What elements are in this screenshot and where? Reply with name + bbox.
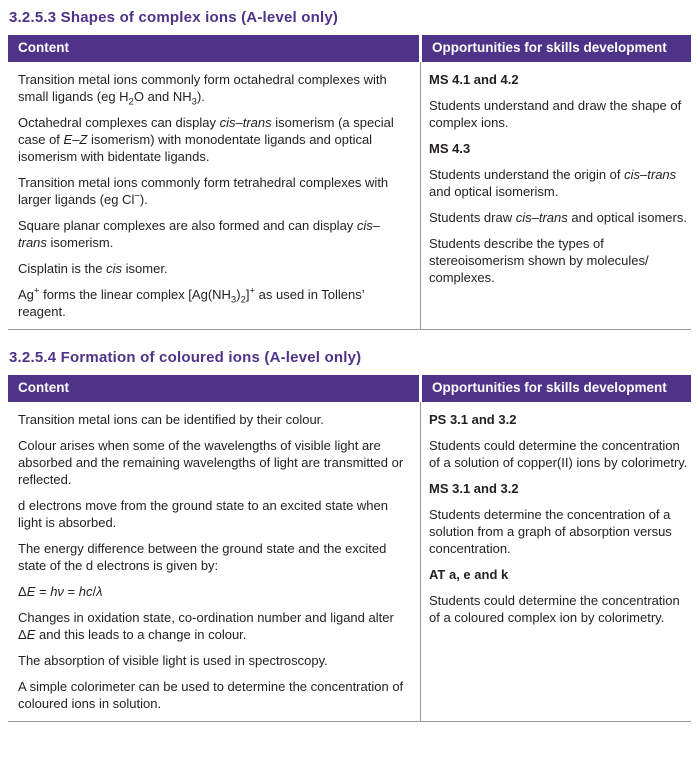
- column-header-content: Content: [8, 35, 419, 62]
- section-formation-of-coloured-ions: [8, 349, 691, 722]
- section-title: 3.2.5.4 Formation of coloured ions (A-level only): [9, 349, 362, 366]
- table-header-row: [8, 375, 691, 402]
- paragraph: Colour arises when some of the wavelengths of visible light are absorbed and the remaining wavelengths of light are transmitted or reflected.: [18, 438, 404, 487]
- column-header-content: Content: [8, 375, 419, 402]
- section-shapes-of-complex-ions: [8, 9, 691, 330]
- paragraph: Octahedral complexes can display cis–trans isomerism (a special case of E–Z isomerism) with monodentate ligands and optical isomerism with bidentate ligands.: [18, 115, 394, 164]
- paragraph: The absorption of visible light is used in spectroscopy.: [18, 653, 328, 668]
- paragraph: d electrons move from the ground state to an excited state when light is absorbed.: [18, 498, 388, 530]
- paragraph: Transition metal ions commonly form octahedral complexes with small ligands (eg $H_2O$ and $NH_3$).: [18, 72, 387, 108]
- paragraph: Changes in oxidation state, co-ordination number and ligand alter ΔE and this leads to a change in colour.: [18, 610, 394, 642]
- paragraph: A simple colorimeter can be used to determine the concentration of coloured ions in solution.: [18, 679, 404, 711]
- paragraph: Transition metal ions commonly form tetrahedral complexes with larger ligands (eg Cl−).: [18, 175, 389, 207]
- paragraph: PS 3.1 and 3.2: [429, 412, 517, 427]
- column-header-skills: Opportunities for skills development: [422, 375, 691, 402]
- section-title: 3.2.5.3 Shapes of complex ions (A-level only): [9, 9, 339, 26]
- paragraph: MS 4.3: [429, 141, 471, 156]
- skills-cell: [421, 402, 691, 721]
- skills-cell: [421, 62, 691, 329]
- content-cell: [8, 62, 421, 329]
- paragraph: Cisplatin is the cis isomer.: [18, 261, 168, 276]
- spec-table: [8, 35, 691, 330]
- paragraph: MS 4.1 and 4.2: [429, 72, 519, 87]
- paragraph: Transition metal ions can be identified by their colour.: [18, 412, 324, 427]
- paragraph: Students describe the types of stereoisomerism shown by molecules/ complexes.: [429, 236, 649, 285]
- paragraph: Students determine the concentration of a solution from a graph of absorption versus concentration.: [429, 507, 672, 556]
- table-body-row: [8, 402, 691, 722]
- paragraph: ΔE = hν = hc/λ: [18, 584, 103, 599]
- paragraph: Students draw cis–trans and optical isomers.: [429, 210, 687, 225]
- paragraph: Ag+ forms the linear complex $[Ag(NH_3)_2]^+$ as used in Tollens’ reagent.: [18, 285, 365, 319]
- paragraph: Students understand and draw the shape of complex ions.: [429, 98, 682, 130]
- content-cell: [8, 402, 421, 721]
- paragraph: Students could determine the concentration of a coloured complex ion by colorimetry.: [429, 593, 680, 625]
- paragraph: The energy difference between the ground state and the excited state of the d electrons is given by:: [18, 541, 387, 573]
- paragraph: Square planar complexes are also formed and can display cis–trans isomerism.: [18, 218, 381, 250]
- paragraph: Students could determine the concentration of a solution of copper(II) ions by colorimetry.: [429, 438, 688, 470]
- table-body-row: [8, 62, 691, 330]
- column-header-skills: Opportunities for skills development: [422, 35, 691, 62]
- spec-table: [8, 375, 691, 722]
- paragraph: Students understand the origin of cis–trans and optical isomerism.: [429, 167, 677, 199]
- paragraph: AT a, e and k: [429, 567, 509, 582]
- table-header-row: [8, 35, 691, 62]
- paragraph: MS 3.1 and 3.2: [429, 481, 519, 496]
